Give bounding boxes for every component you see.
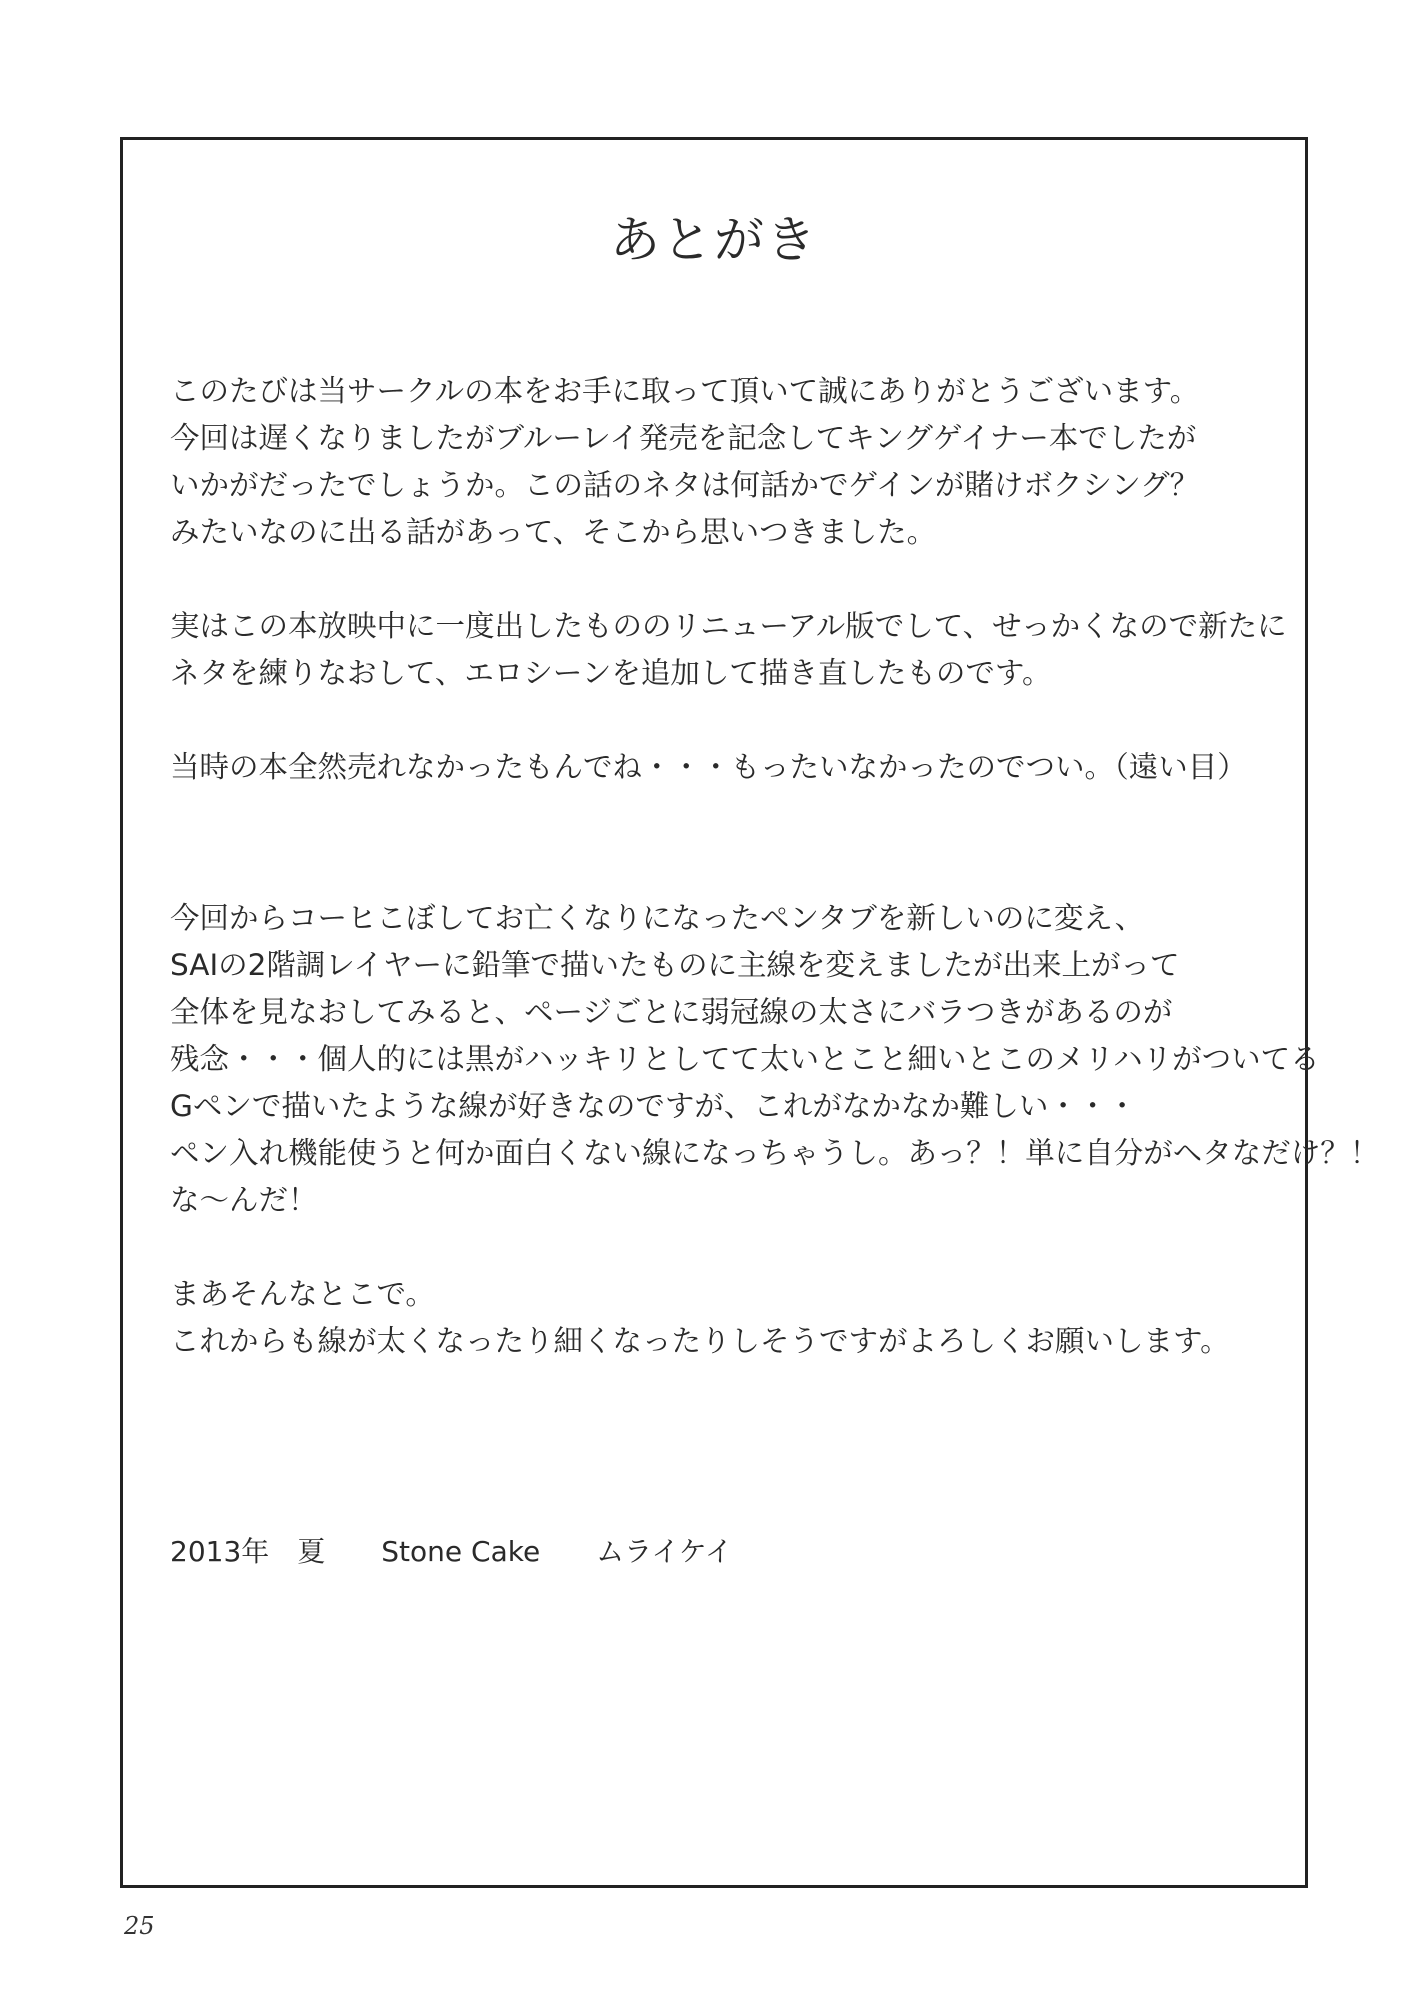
text-line: ペン入れ機能使うと何か面白くない線になっちゃうし。あっ？！単に自分がヘタなだけ？！ [170, 1136, 1380, 1170]
text-line: SAIの2階調レイヤーに鉛筆で描いたものに主線を変えましたが出来上がって [170, 948, 1180, 982]
text-line: な～んだ！ [170, 1183, 318, 1217]
text-line: 今回は遅くなりましたがブルーレイ発売を記念してキングゲイナー本でしたが [170, 421, 1197, 455]
text-line: まあそんなとこで。 [170, 1277, 435, 1311]
page-number: 25 [124, 1912, 155, 1940]
paragraph-closing [170, 1271, 1305, 1365]
text-line: 今回からコーヒこぼしてお亡くなりになったペンタブを新しいのに変え、 [170, 901, 1145, 935]
afterword-body [170, 368, 1380, 1365]
text-line: いかがだったでしょうか。この話のネタは何話かでゲインが賭けボクシング？ [170, 468, 1200, 502]
text-line: 残念・・・個人的には黒がハッキリとしてて太いとこと細いとこのメリハリがついてる [170, 1042, 1320, 1076]
paragraph-thanks [170, 368, 1305, 556]
paragraph-sales [170, 744, 1305, 791]
text-line: みたいなのに出る話があって、そこから思いつきました。 [170, 515, 937, 549]
text-line: ネタを練りなおして、エロシーンを追加して描き直したものです。 [170, 656, 1052, 690]
text-line: 実はこの本放映中に一度出したもののリニューアル版でして、せっかくなので新たに [170, 609, 1287, 643]
text-line: これからも線が太くなったり細くなったりしそうですがよろしくお願いします。 [170, 1324, 1230, 1358]
paragraph-pen-tablet [170, 895, 1380, 1224]
text-line: 当時の本全然売れなかったもんでね・・・もったいなかったのでつい。（遠い目） [170, 750, 1247, 784]
text-line: このたびは当サークルの本をお手に取って頂いて誠にありがとうございます。 [170, 374, 1200, 408]
text-frame [120, 137, 1380, 1888]
paragraph-renewal [170, 603, 1305, 697]
signature-line: 2013年 夏 Stone Cake ムライケイ [170, 1535, 733, 1568]
text-line: 全体を見なおしてみると、ページごとに弱冠線の太さにバラつきがあるのが [170, 995, 1173, 1029]
page-title: あとがき [610, 211, 818, 269]
text-line: Gペンで描いたような線が好きなのですが、これがなかなか難しい・・・ [170, 1089, 1137, 1123]
